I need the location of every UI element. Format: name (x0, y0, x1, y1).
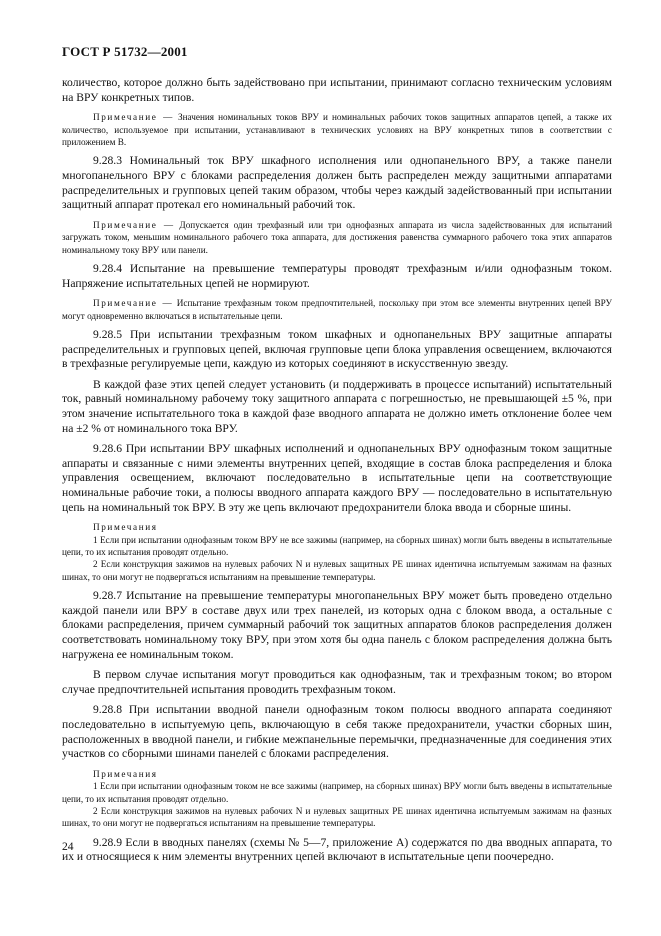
notes-heading: Примечания (93, 522, 158, 533)
paragraph: В каждой фазе этих цепей следует установить (и поддерживать в процессе испытаний) испытательный ток, равный номинальному рабочему току защитного аппарата с погрешностью, не превышающей ±5 %, при этом значение испытательного тока в каждой фазе вводного аппарата не должно иметь отклонение более чем на ±2 % от номинального тока ВРУ. (62, 377, 612, 435)
note-text: Испытание трехфазным током предпочтительней, поскольку при этом все элементы внутренних цепей ВРУ могут одновременно включаться в испытательные цепи. (62, 298, 613, 321)
paragraph: 9.28.8 При испытании вводной панели однофазным током полюсы вводного аппарата соединяют последовательно в испытуемую цепь, включающую в себя также предохранители, участки сборных шин, расположенных в вводной панели, и гибкие межпанельные перемычки, предназначенные для соединения этих участков со сборными шинами панелей с блоками распределения. (62, 703, 612, 761)
document-header: ГОСТ Р 51732—2001 (62, 44, 188, 59)
note (62, 297, 612, 322)
paragraph: 9.28.5 При испытании трехфазным током шкафных и однопанельных ВРУ защитные аппараты распределительных и групповых цепей, включая групповые цепи блока управления освещением, включаются в трехфазные регулируемые цепи, каждую из которых соединяют в искусственную звезду. (62, 328, 612, 371)
note-label: Примечание — (93, 298, 174, 309)
note (62, 111, 612, 148)
paragraph: 9.28.9 Если в вводных панелях (схемы № 5—7, приложение А) содержатся по два вводных аппарата, то их и относящиеся к ним элементы внутренних цепей включают в испытательные цепи поочередно. (62, 835, 612, 864)
paragraph: 9.28.4 Испытание на превышение температуры проводят трехфазным и/или однофазным током. Напряжение испытательных цепей не нормируют. (62, 262, 612, 290)
page-number: 24 (62, 840, 74, 853)
paragraph: 9.28.3 Номинальный ток ВРУ шкафного исполнения или однопанельного ВРУ, а также панели многопанельного ВРУ с блоками распределения должен быть распределен между защитными аппаратами распределительных и групповых цепей таким образом, чтобы через каждый задействованный при испытании защитный аппарат протекал его номинальный рабочий ток. (62, 154, 612, 212)
notes-heading: Примечания (93, 768, 158, 779)
note-item: 1 Если при испытании однофазным током ВРУ не все зажимы (например, на сборных шинах) могли быть введены в испытательные цепи, то их испытания проводят отдельно. (62, 534, 612, 557)
note-label: Примечание — (93, 112, 174, 123)
note-text: Допускается один трехфазный или три однофазных аппарата из числа задействованных для испытаний загружать током, меньшим номинального рабочего тока аппарата, для достижения равенства суммарного рабочего тока этих аппаратов номинальному току ВРУ или панели. (62, 219, 612, 255)
note (62, 219, 612, 256)
note-label: Примечание — (93, 219, 175, 230)
note-text: Значения номинальных токов ВРУ и номинальных рабочих токов защитных аппаратов цепей, а также их количество, используемое при испытании, устанавливают в технических условиях на ВРУ конкретных типов в соответствии с приложением В. (62, 112, 612, 147)
note-item: 1 Если при испытании однофазным током не все зажимы (например, на сборных шинах) ВРУ могли быть введены в испытательные цепи, то их испытания проводят отдельно. (62, 781, 612, 804)
paragraph: 9.28.7 Испытание на превышение температуры многопанельных ВРУ может быть проведено отдельно каждой панели или ВРУ в составе двух или трех панелей, из которых одна с блоком ввода, а остальные с блоками распределения, причем суммарный рабочий ток защитных аппаратов блоков распределения должен соответствовать номинальному току ВРУ, при этом хотя бы одна панель с блоком распределения должна быть нагружена ее номинальным током. (62, 589, 612, 661)
paragraph: В первом случае испытания могут проводиться как однофазным, так и трехфазным током; во втором случае предпочтительней испытания проводить трехфазным током. (62, 668, 612, 696)
paragraph: количество, которое должно быть задействовано при испытании, принимают согласно техническим условиям на ВРУ конкретных типов. (62, 76, 612, 104)
note-item: 2 Если конструкция зажимов на нулевых рабочих N и нулевых защитных PE шинах идентична испытуемым зажимам на фазных шинах, то они могут не подвергаться испытаниям на превышение температуры. (62, 805, 612, 829)
paragraph: 9.28.6 При испытании ВРУ шкафных исполнений и однопанельных ВРУ однофазным током защитные аппараты и связанные с ними элементы внутренних цепей, входящие в состав блока распределения и блока управления освещением, включают последовательно в испытательные цепи на соответствующие номинальные рабочие токи, а полюсы вводного аппарата каждого ВРУ — последовательно в испытательную цепь на номинальный ток ВРУ. В эту же цепь включают предохранители блока ввода и сборные шины. (62, 442, 612, 514)
note-item: 2 Если конструкция зажимов на нулевых рабочих N и нулевых защитных PE шинах идентична испытуемым зажимам на фазных шинах, то они могут не подвергаться испытаниям на превышение температуры. (62, 559, 612, 582)
document-body (62, 76, 612, 871)
